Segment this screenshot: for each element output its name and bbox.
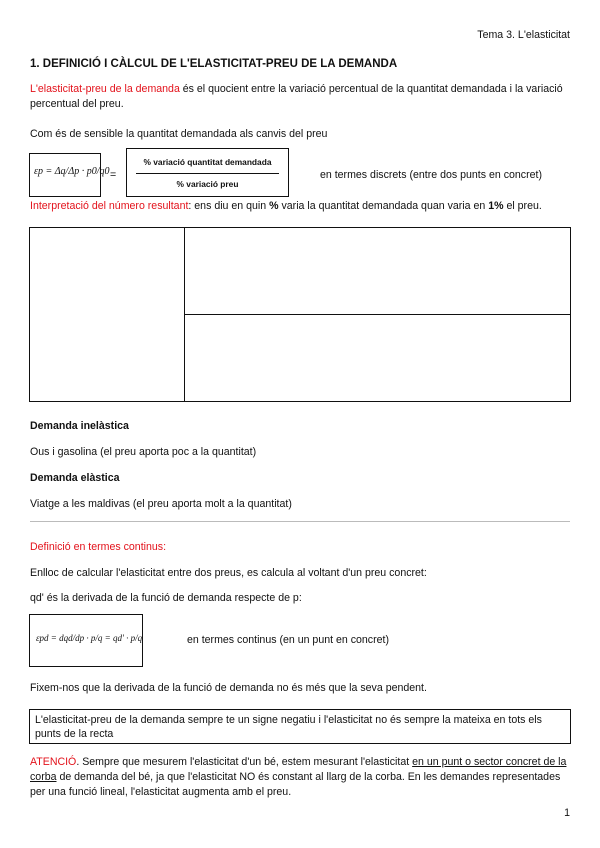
continuous-label: Definició en termes continus: <box>30 541 167 553</box>
discrete-formula-box <box>29 153 110 197</box>
continuous-note: en termes continus (en un punt en concret) <box>187 634 389 646</box>
percentage-fraction-box <box>126 148 289 197</box>
interpretation-line <box>30 199 542 214</box>
interpretation-mid: varia la quantitat demandada quan varia en <box>278 200 489 212</box>
slope-note: Fixem-nos que la derivada de la funció de demanda no és més que la seva pendent. <box>30 682 427 694</box>
interpretation-label: Interpretació del número resultant <box>30 200 189 212</box>
definition-paragraph <box>30 82 570 112</box>
attention-part2: de demanda del bé, ja que l'elasticitat NO és constant al llarg de la corba. En les demandes representades per una funció lineal, l'elasticitat augmenta amb el preu. <box>30 771 561 798</box>
equals-sign: = <box>110 169 117 181</box>
chapter-header: Tema 3. L'elasticitat <box>477 29 570 41</box>
continuous-formula: εpd = dqd/dp · p/q = qd' · p/q <box>36 633 143 643</box>
interpretation-pre: : ens diu en quin <box>188 200 270 212</box>
interpretation-pct2: 1% <box>488 200 504 212</box>
attention-underlined: en un punt o sector concret de la corba <box>30 756 567 783</box>
fraction-bar <box>136 173 279 174</box>
continuous-formula-box <box>29 614 143 667</box>
table-row-divider <box>184 314 570 315</box>
page-number: 1 <box>564 807 570 819</box>
definition-rest: és el quocient entre la variació percentual de la quantitat demandada i la variació percentual del preu. <box>30 83 563 110</box>
elastic-title: Demanda elàstica <box>30 472 120 484</box>
callout-text: L'elasticitat-preu de la demanda sempre te un signe negatiu i l'elasticitat no és sempre la mateixa en tots els punts de la recta <box>35 714 542 740</box>
discrete-formula: εp = Δq/Δp · p0/q0 <box>34 166 110 177</box>
continuous-line1: Enlloc de calcular l'elasticitat entre dos preus, es calcula al voltant d'un preu concret: <box>30 567 427 579</box>
continuous-line2: qd' és la derivada de la funció de demanda respecte de p: <box>30 592 302 604</box>
fraction-numerator: % variació quantitat demandada <box>143 157 272 167</box>
attention-part1: . Sempre que mesurem l'elasticitat d'un bé, estem mesurant l'elasticitat <box>76 756 413 768</box>
elastic-example: Viatge a les maldivas (el preu aporta molt a la quantitat) <box>30 498 292 510</box>
negative-sign-callout <box>29 709 571 744</box>
attention-paragraph <box>30 755 570 800</box>
sensitivity-line: Com és de sensible la quantitat demandada als canvis del preu <box>30 128 328 140</box>
section-divider <box>30 521 570 522</box>
fraction-denominator: % variació preu <box>176 179 239 189</box>
interpretation-pct1: % <box>269 200 279 212</box>
inelastic-title: Demanda inelàstica <box>30 420 129 432</box>
interpretation-post: el preu. <box>503 200 542 212</box>
section-title: 1. DEFINICIÓ I CÀLCUL DE L'ELASTICITAT-PREU DE LA DEMANDA <box>30 58 398 70</box>
discrete-note: en termes discrets (entre dos punts en concret) <box>320 169 542 181</box>
definition-term: L'elasticitat-preu de la demanda <box>30 83 180 95</box>
empty-table <box>29 227 571 402</box>
attention-label: ATENCIÓ <box>30 756 77 768</box>
inelastic-example: Ous i gasolina (el preu aporta poc a la quantitat) <box>30 446 257 458</box>
